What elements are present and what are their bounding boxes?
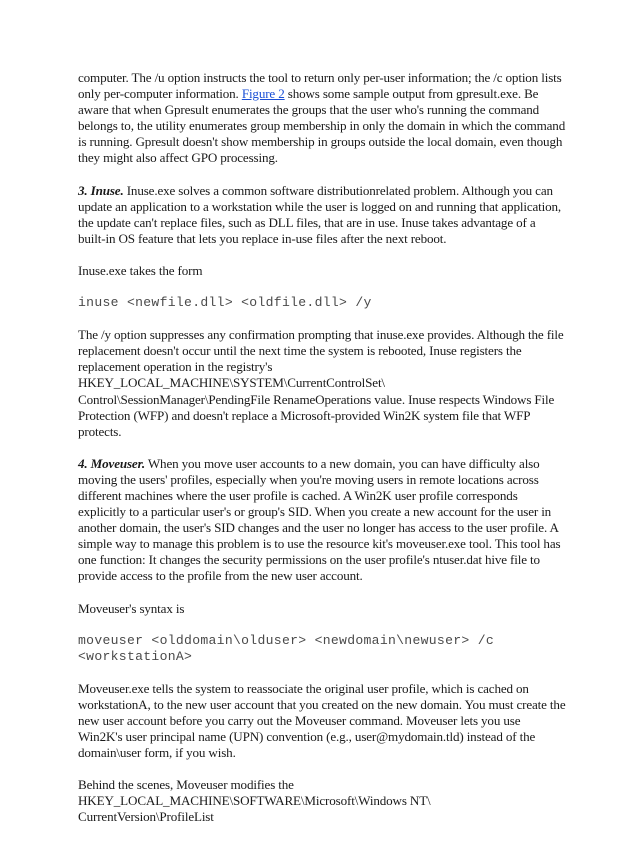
paragraph-inuse xyxy=(78,183,566,247)
paragraph-moveuser-syntax: Moveuser's syntax is xyxy=(78,600,185,616)
paragraph-behind-scenes xyxy=(78,777,566,825)
paragraph-moveuser xyxy=(78,456,566,585)
code-line: moveuser <olddomain\olduser> <newdomain\newuser> /c xyxy=(78,632,495,648)
code-block-inuse: inuse <newfile.dll> <oldfile.dll> /y xyxy=(78,295,372,311)
paragraph-text: When you move user accounts to a new domain, you can have difficulty also moving the users' profiles, especially when you're moving users in remote locations across different machines where the user profile is cached. A Win2K user profile corresponds explicitly to a particular user's or group's SID. When you create a new account for the user in another domain, the user's SID changes and the user no longer has access to the user profile. A simple way to manage this problem is to use the resource kit's moveuser.exe tool. This tool has one function: It changes the security permissions on the user profile's ntuser.dat hive file to provide access to the profile from the new user account. xyxy=(78,455,561,584)
registry-path: HKEY_LOCAL_MACHINE\SYSTEM\CurrentControlSet\ xyxy=(78,375,385,391)
paragraph-text: Behind the scenes, Moveuser modifies the xyxy=(78,777,294,793)
code-block-moveuser xyxy=(78,633,566,665)
paragraph-gpresult xyxy=(78,70,566,167)
section-heading-inuse: 3. Inuse. xyxy=(78,182,124,198)
figure-2-link[interactable]: Figure 2 xyxy=(241,86,285,102)
registry-path: HKEY_LOCAL_MACHINE\SOFTWARE\Microsoft\Windows NT\ CurrentVersion\ProfileList xyxy=(78,793,431,825)
paragraph-inuse-y-option xyxy=(78,327,566,440)
paragraph-inuse-form: Inuse.exe takes the form xyxy=(78,262,203,278)
paragraph-text: The /y option suppresses any confirmation prompting that inuse.exe provides. Although the file replacement doesn't occur until the next time the system is rebooted, Inuse registers the replacement operation in the registry's xyxy=(78,327,564,375)
document-page xyxy=(78,70,566,842)
section-heading-moveuser: 4. Moveuser. xyxy=(78,455,145,471)
paragraph-text: shows some sample output from gpresult.exe. Be aware that when Gpresult enumerates the groups that the user who's running the command belongs to, the utility enumerates group membership in only the domain in which the command is running. Gpresult doesn't show membership in groups outside the local domain, even though they might also affect GPO processing. xyxy=(78,86,566,166)
paragraph-text: computer. The /u option instructs the tool to return only per-user information; the /c option lists only per-computer information. xyxy=(78,70,562,102)
paragraph-text: Control\SessionManager\PendingFile RenameOperations value. Inuse respects Windows File Protection (WFP) and doesn't replace a Microsoft-provided Win2K system file that WFP protects. xyxy=(78,391,555,439)
paragraph-text: Inuse.exe solves a common software distributionrelated problem. Although you can update an application to a workstation while the user is logged on and running that application, the update can't replace files, such as DLL files, that are in use. Inuse takes advantage of a built-in OS feature that lets you replace in-use files after the next reboot. xyxy=(78,182,562,246)
code-line: <workstationA> xyxy=(78,648,193,664)
paragraph-moveuser-explanation: Moveuser.exe tells the system to reassociate the original user profile, which is cached on workstationA, to the new user account that you created on the new domain. You must create the new user account before you carry out the Moveuser command. Moveuser lets you use Win2K's user principal name (UPN) convention (e.g., user@mydomain.tld) instead of the domain\user form, if you wish. xyxy=(78,680,566,761)
